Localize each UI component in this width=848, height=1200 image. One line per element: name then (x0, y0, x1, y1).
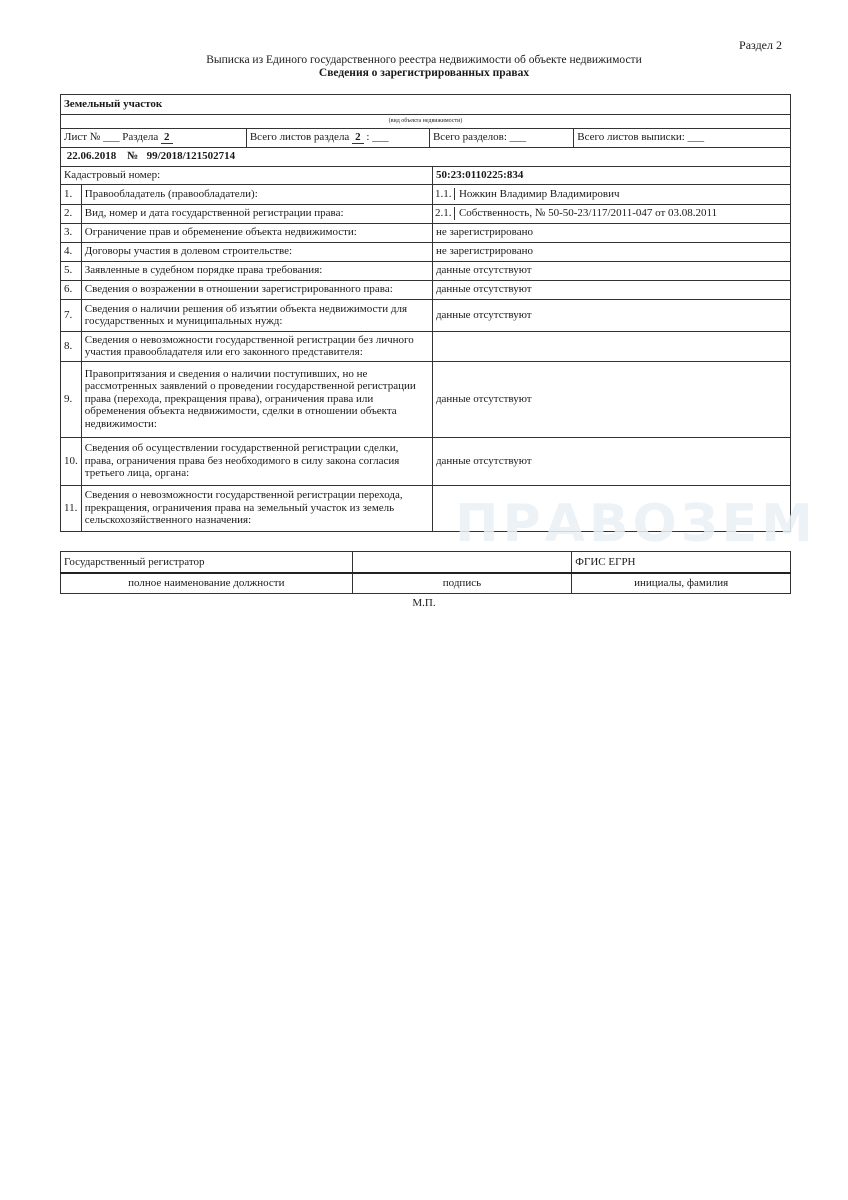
table-row: 7. Сведения о наличии решения об изъятии объекта недвижимости для государственных и муниципальных нужд: данные отсутствуют (61, 299, 791, 331)
table-row: 1. Правообладатель (правообладатели): 1.1. Ножкин Владимир Владимирович (61, 184, 791, 204)
table-row: 3. Ограничение прав и обременение объекта недвижимости: не зарегистрировано (61, 223, 791, 242)
object-type: Земельный участок (61, 95, 791, 115)
table-row: 8. Сведения о невозможности государственной регистрации без личного участия правообладателя или его законного представителя: (61, 331, 791, 361)
table-row: 11. Сведения о невозможности государственной регистрации перехода, прекращения, ограничения права на земельный участок из земель сельскохозяйственного назначения: (61, 485, 791, 531)
table-row: 5. Заявленные в судебном порядке права требования: данные отсутствуют (61, 261, 791, 280)
cadastral-label: Кадастровый номер: (61, 166, 433, 184)
stamp-place: М.П. (412, 597, 436, 609)
registrar-signature (352, 552, 572, 573)
section-label: Раздел 2 (739, 38, 782, 52)
rights-table (60, 94, 791, 532)
registrar-position: Государственный регистратор (61, 552, 353, 573)
table-row: 10. Сведения об осуществлении государственной регистрации сделки, права, ограничения права без необходимого в силу закона согласия третьего лица, органа: данные отсутствуют (61, 437, 791, 485)
cadastral-number: 50:23:0110225:834 (432, 166, 790, 184)
signature-table (60, 551, 791, 594)
caption-signature: подпись (352, 573, 572, 594)
document-subtitle: Сведения о зарегистрированных правах (318, 67, 530, 79)
total-section-sheets: Всего листов раздела 2 : ___ (246, 128, 429, 147)
total-sections: Всего разделов: ___ (429, 128, 573, 147)
object-type-caption: (вид объекта недвижимости) (61, 115, 791, 129)
table-row: 2. Вид, номер и дата государственной регистрации права: 2.1. Собственность, № 50-50-23/117/2011-047 от 03.08.2011 (61, 204, 791, 223)
sheet-number: Лист № ___ Раздела 2 (61, 128, 247, 147)
document-title: Выписка из Единого государственного реестра недвижимости об объекте недвижимости (206, 54, 642, 66)
table-row: 6. Сведения о возражении в отношении зарегистрированного права: данные отсутствуют (61, 280, 791, 299)
registrar-name: ФГИС ЕГРН (572, 552, 791, 573)
total-extract-sheets: Всего листов выписки: ___ (574, 128, 791, 147)
document-header (0, 54, 848, 80)
watermark-logo: ПРАВОЗЕМ (455, 494, 817, 554)
caption-name: инициалы, фамилия (572, 573, 791, 594)
table-row: 4. Договоры участия в долевом строительстве: не зарегистрировано (61, 242, 791, 261)
table-row: 9. Правопритязания и сведения о наличии поступивших, но не рассмотренных заявлений о проведении государственной регистрации права (перехода, прекращения права), ограничения права или обременения объекта недвижимости, сделки в отношении объекта недвижимости: данные отсутствуют (61, 361, 791, 437)
caption-position: полное наименование должности (61, 573, 353, 594)
extract-date-number: 22.06.2018 № 99/2018/121502714 (61, 147, 791, 166)
